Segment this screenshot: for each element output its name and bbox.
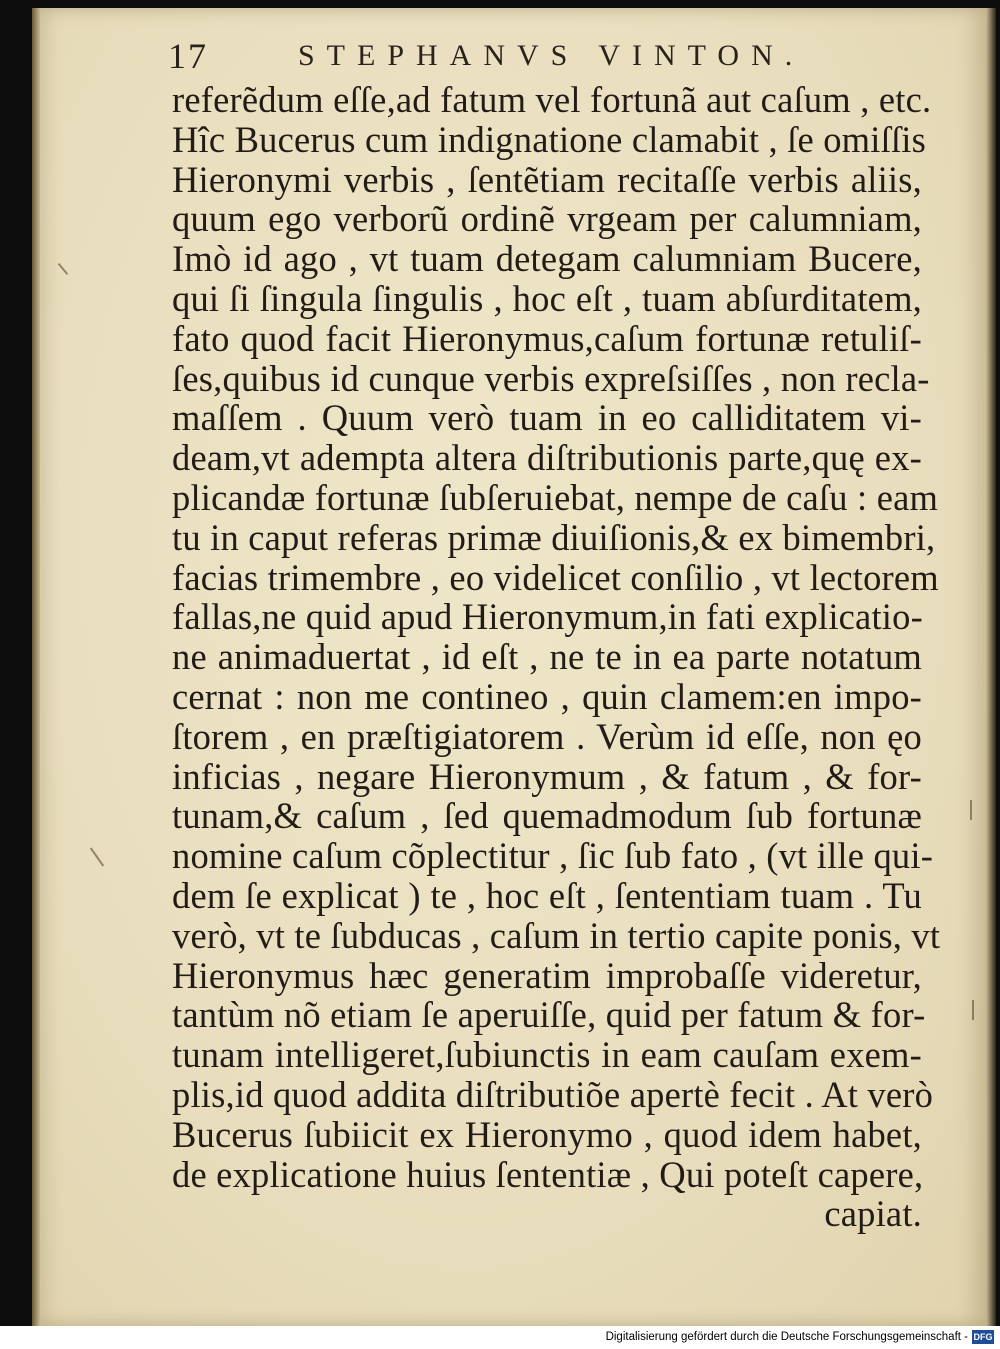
text-line: verò, vt te ſubducas , caſum in tertio capite ponis, vt <box>172 914 941 956</box>
running-title: STEPHANVS VINTON. <box>298 39 805 72</box>
text-line: qui ſi ſingula ſingulis , hoc eſt , tuam abſurditatem, <box>172 277 922 319</box>
text-line: Hieronymi verbis , ſentẽtiam recitaſſe verbis aliis, <box>172 158 922 200</box>
text-line: inficias , negare Hieronymum , & fatum , & for- <box>172 755 922 797</box>
text-line: tunam,& caſum , ſed quemadmodum ſub fortunæ <box>172 795 922 837</box>
text-line: plis,id quod addita diſtributiõe apertè fecit . At verò <box>172 1073 934 1115</box>
text-line: tu in caput referas primæ diuiſionis,& ex bimembri, <box>172 516 936 558</box>
text-line: Hieronymus hæc generatim improbaſſe videretur, <box>172 954 922 996</box>
text-line: ſes,quibus id cunque verbis expreſsiſſes , non recla- <box>172 357 930 399</box>
text-line: Bucerus ſubiicit ex Hieronymo , quod idem habet, <box>172 1113 922 1155</box>
text-line: maſſem . Quum verò tuam in eo calliditatem vi- <box>172 397 922 439</box>
text-line: cernat : non me contineo , quin clamem:en impo- <box>172 675 922 717</box>
text-line: ne animaduertat , id eſt , ne te in ea parte notatum <box>172 636 922 678</box>
text-line: tunam intelligeret,ſubiunctis in eam cauſam exem- <box>172 1034 922 1076</box>
text-line: fallas,ne quid apud Hieronymum,in fati explicatio- <box>172 596 923 638</box>
book-gutter-edge <box>32 8 40 1326</box>
text-line: dem ſe explicat ) te , hoc eſt , ſententiam tuam . Tu <box>172 874 922 916</box>
text-line: Imò id ago , vt tuam detegam calumniam Bucere, <box>172 238 922 280</box>
text-line: quum ego verborũ ordinẽ vrgeam per calumniam, <box>172 198 922 240</box>
funding-credit: Digitalisierung gefördert durch die Deutsche Forschungsgemeinschaft - <box>605 1331 968 1343</box>
text-line: ſtorem , en præſtigiatorem . Verùm id eſſe, non ęo <box>172 715 922 757</box>
scan-speck <box>970 800 972 820</box>
text-line: Hîc Bucerus cum indignatione clamabit , ſe omiſſis <box>172 118 927 160</box>
text-line: referẽdum eſſe,ad fatum vel fortunã aut caſum , etc. <box>172 79 932 120</box>
text-line: fato quod facit Hieronymus,caſum fortunæ retuliſ- <box>172 317 922 359</box>
page-right-edge <box>986 8 996 1326</box>
text-line: deam,vt adempta altera diſtributionis parte,quę ex- <box>172 437 922 479</box>
text-line: tantùm nõ etiam ſe aperuiſſe, quid per fatum & for- <box>172 994 926 1036</box>
scan-speck <box>972 1000 974 1020</box>
text-line: facias trimembre , eo videlicet conſilio , vt lectorem <box>172 556 939 598</box>
text-line: plicandæ fortunæ ſubſeruiebat, nempe de caſu : eam <box>172 476 939 518</box>
text-line: capiat. <box>824 1193 922 1235</box>
page-number: 17 <box>168 36 208 76</box>
running-head <box>168 34 808 78</box>
text-line: de explicatione huius ſententiæ , Qui poteſt capere, <box>172 1153 924 1195</box>
dfg-logo-icon: DFG <box>973 1332 993 1342</box>
text-line: nomine caſum cõplectitur , ſic ſub fato , (vt ille qui- <box>172 835 934 877</box>
body-text <box>172 79 941 1235</box>
digitization-footer <box>0 1326 1000 1349</box>
